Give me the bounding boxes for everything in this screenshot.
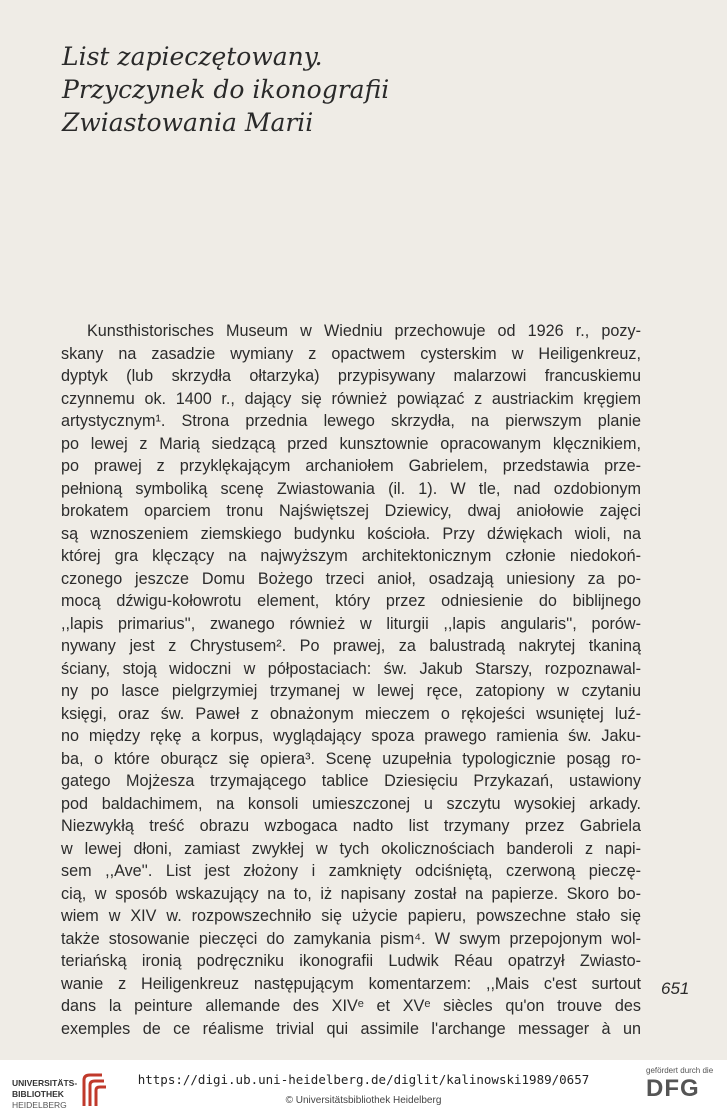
copyright-notice: © Universitätsbibliothek Heidelberg	[285, 1095, 442, 1106]
text-line: po prawej z przyklękającym archaniołem Gabrielem, przedstawia prze-	[61, 457, 641, 475]
text-line: w lewej dłoni, zamiast zwykłej w tych okolicznościach banderoli z napi-	[61, 839, 641, 858]
dfg-logo: DFG	[646, 1075, 700, 1102]
library-name-line: BIBLIOTHEK	[12, 1089, 64, 1099]
text-line: ny po lasce pielgrzymiej trzymanej w lewej ręce, zatopiony w czytaniu	[61, 682, 641, 700]
permalink[interactable]: https://digi.ub.uni-heidelberg.de/diglit/kalinowski1989/0657	[137, 1072, 590, 1087]
title-line: Przyczynek do ikonografii	[62, 75, 390, 104]
text-line: dyptyk (lub skrzydła ołtarzyka) przypisywany malarzowi francuskiemu	[61, 367, 641, 385]
text-line: brokatem oparciem tronu Najświętszej Dziewicy, dwaj aniołowie zajęci	[61, 502, 641, 520]
page-number: 651	[661, 979, 690, 998]
text-line: po lewej z Marią siedzącą przed kunsztownie opracowanym klęcznikiem,	[61, 434, 641, 453]
text-line: cią, w sposób wskazujący na to, iż napisany został na papierze. Skoro bo-	[61, 884, 641, 903]
footer-bar	[0, 1060, 727, 1114]
text-line: gatego Mojżesza trzymającego tablice Dziesięciu Przykazań, ustawiony	[61, 772, 641, 790]
text-line: pod baldachimem, na konsoli umieszczonej u szczytu wysokiej arkady.	[61, 794, 641, 813]
text-line: skany na zasadzie wymiany z opactwem cysterskim w Heiligenkreuz,	[61, 344, 641, 363]
title-line: List zapieczętowany.	[62, 42, 323, 71]
text-line: ściany, stoją widoczni w półpostaciach: św. Jakub Starszy, rozpoznawal-	[61, 659, 641, 678]
text-line: dans la peinture allemande des XIVᵉ et XVᵉ siècles qu'on trouve des	[61, 997, 641, 1015]
text-line: exemples de ce réalisme trivial qui assimile l'archange messager à un	[61, 1019, 641, 1038]
funder-caption: gefördert durch die	[646, 1066, 714, 1075]
text-line: artystycznym¹. Strona przednia lewego skrzydła, na pierwszym planie	[61, 412, 641, 430]
text-line: wiem w XIV w. rozpowszechniło się użycie papieru, powszechne stało się	[61, 907, 641, 925]
article-title	[62, 40, 389, 139]
text-line: no między rękę a korpus, wyglądający spoza prawego ramienia św. Jaku-	[61, 727, 641, 745]
text-line: wanie z Heiligenkreuz następującym komentarzem: ,,Mais c'est surtout	[61, 974, 641, 993]
text-line: także stosowanie pieczęci do zamykania pism⁴. W swym przepojonym wol-	[61, 929, 641, 948]
text-line: ba, o które oburącz się opiera³. Scenę uzupełnia typologicznie posąg ro-	[61, 749, 641, 768]
text-line: Niezwykłą treść obrazu wzbogaca nadto list trzymany przez Gabriela	[61, 817, 641, 835]
text-line: teriańską ironią podręczniku ikonografii Ludwik Réau opatrzył Zwiasto-	[61, 952, 641, 970]
text-line: czynnemu ok. 1400 r., dający się również powiązać z austriackim kręgiem	[61, 389, 641, 408]
text-line: ,,lapis primarius'', zwanego również w liturgii ,,lapis angularis'', porów-	[61, 614, 641, 633]
text-line: pełnioną symboliką scenę Zwiastowania (il. 1). W tle, nad ozdobionym	[61, 479, 641, 498]
text-line: czonego jeszcze Domu Bożego trzeci anioł, osadzają uniesiony za po-	[61, 569, 641, 588]
text-line: której gra klęczący na najwyższym architektonicznym członie niedokoń-	[61, 547, 641, 565]
body-text	[61, 320, 641, 1040]
title-line: Zwiastowania Marii	[62, 108, 314, 137]
library-name-line: UNIVERSITÄTS-	[12, 1078, 78, 1088]
text-line: księgi, oraz św. Paweł z obnażonym mieczem o rękojeści wsuniętej luź-	[61, 704, 641, 723]
text-line: Kunsthistorisches Museum w Wiedniu przechowuje od 1926 r., pozy-	[87, 322, 641, 340]
funder-badge[interactable]	[646, 1066, 722, 1103]
text-line: są wznoszeniem ziemskiego budynku kościoła. Przy dźwiękach wioli, na	[61, 524, 641, 543]
text-line: mocą dźwigu-kołowrotu element, który przez odniesienie do biblijnego	[61, 592, 641, 610]
library-name-line: HEIDELBERG	[12, 1100, 67, 1110]
text-line: sem ,,Ave''. List jest złożony i zamknięty odciśniętą, czerwoną pieczę-	[61, 862, 641, 880]
text-line: nywany jest z Chrystusem². Po prawej, za balustradą nakrytej tkaniną	[61, 637, 641, 655]
